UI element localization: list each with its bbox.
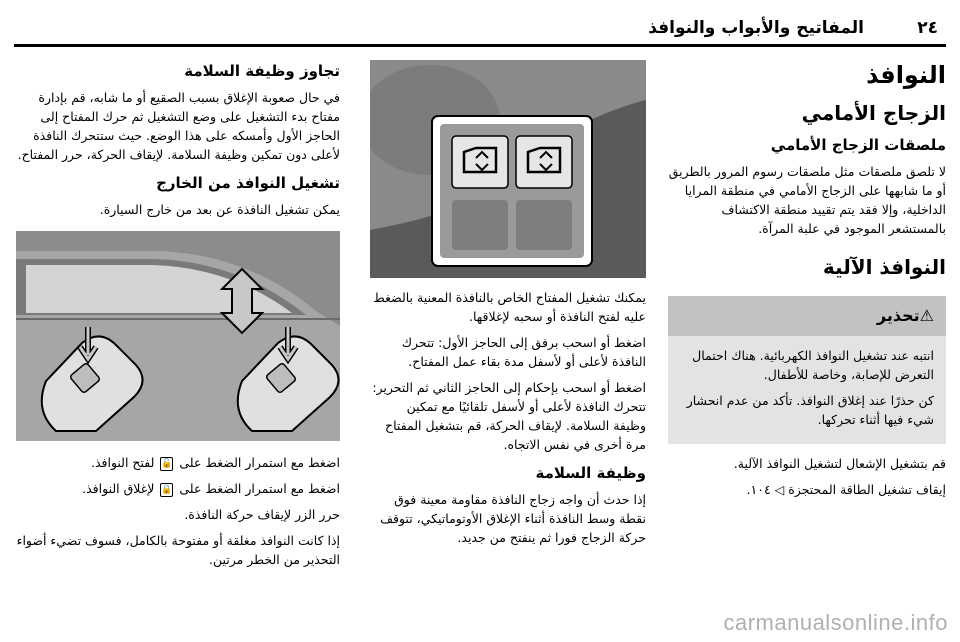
lock-icon: 🔒	[161, 484, 173, 495]
left-column	[16, 60, 340, 576]
override-text: في حال صعوبة الإغلاق بسبب الصقيع أو ما شابه، قم بإدارة مفتاح بدء التشغيل على وضع التشغيل ثم حرك المفتاح إلى الحاجز الأول وأمسكه على هذا الوضع. حيث ستتحرك النافذة لأعلى دون تمكين وظيفة السلامة. لإيقاف الحركة، حرر المفتاح.	[17, 90, 340, 162]
first-detent-text: اضغط أو اسحب برفق إلى الحاجز الأول: تتحرك النافذة لأعلى أو لأسفل مدة بقاء عمل المفتاح.	[401, 335, 646, 369]
open-windows-text: اضغط مع استمرار الضغط على 🔓 لفتح النوافذ.	[90, 455, 340, 470]
override-title: تجاوز وظيفة السلامة	[184, 62, 340, 80]
page-number: ٢٤	[917, 18, 938, 38]
close-windows-text: اضغط مع استمرار الضغط على 🔒 لإغلاق النوافذ.	[82, 481, 340, 496]
stickers-text: لا تلصق ملصقات مثل ملصقات رسوم المرور بالطريق أو ما شابهها على الزجاج الأمامي في منطقة المرايا الداخلية، وإلا فقد يتم تقييد منطقة الاكتشاف بالمستشعر الموجود في علبة المرآة.	[668, 164, 946, 236]
switch-left	[452, 136, 508, 188]
safety-function-title: وظيفة السلامة	[535, 464, 646, 482]
warning-heading: تحذير	[876, 306, 920, 325]
window-switch-figure	[370, 60, 646, 278]
middle-column	[370, 60, 646, 554]
warning-text-1: انتبه عند تشغيل النوافذ الكهربائية. هناك احتمال التعرض للإصابة، وخاصة للأطفال.	[692, 348, 934, 382]
ignition-text: قم بتشغيل الإشعال لتشغيل النوافذ الآلية.	[733, 456, 946, 471]
safety-function-text: إذا حدث أن واجه زجاج النافذة مقاومة معينة فوق نقطة وسط النافذة أثناء الإغلاق الأوتوماتيكي، تتوقف حركة الزجاج فورا ثم ينفتح من جديد.	[380, 492, 646, 545]
windscreen-title: الزجاج الأمامي	[801, 101, 946, 125]
remote-operation-title: تشغيل النوافذ من الخارج	[156, 174, 340, 192]
hazard-lights-text: إذا كانت النوافذ مغلقة أو مفتوحة بالكامل، فسوف تضيء أضواء التحذير من الخطر مرتين.	[16, 533, 340, 567]
unlock-icon: 🔓	[161, 458, 173, 469]
page-header	[0, 12, 960, 42]
section-title: النوافذ	[866, 61, 946, 89]
remote-key-figure	[16, 231, 340, 441]
remote-key-illustration	[16, 231, 340, 441]
second-detent-text: اضغط أو اسحب بإحكام إلى الحاجز الثاني ثم التحرير: تتحرك النافذة لأعلى أو لأسفل تلقائيًا مع تمكين وظيفة السلامة. لإيقاف الحركة، قم بتشغيل المفتاح مرة أخرى في نفس الاتجاه.	[372, 380, 646, 452]
switch-right	[516, 136, 572, 188]
release-button-text: حرر الزر لإيقاف حركة النافذة.	[184, 507, 340, 522]
stickers-title: ملصقات الزجاج الأمامي	[770, 136, 946, 154]
switch-operation-text: يمكنك تشغيل المفتاح الخاص بالنافذة المعنية بالضغط عليه لفتح النافذة أو سحبه لإغلاقها.	[373, 290, 646, 324]
watermark: carmanualsonline.info	[723, 610, 948, 635]
warning-box	[668, 296, 946, 444]
right-column	[668, 60, 946, 506]
retained-power-text: إيقاف تشغيل الطاقة المحتجزة ◁ ١٠٤.	[746, 482, 946, 497]
header-rule	[14, 44, 946, 47]
remote-operation-text: يمكن تشغيل النافذة عن بعد من خارج السيارة.	[99, 202, 340, 217]
warning-body	[668, 336, 946, 444]
page-title: المفاتيح والأبواب والنوافذ	[648, 18, 864, 38]
warning-header	[668, 296, 946, 336]
power-windows-title: النوافذ الآلية	[822, 255, 946, 279]
warning-triangle-icon: ⚠	[919, 306, 934, 325]
warning-text-2: كن حذرًا عند إغلاق النوافذ. تأكد من عدم انحشار شيء فيها أثناء تحركها.	[686, 393, 934, 427]
window-switch-illustration	[370, 60, 646, 278]
